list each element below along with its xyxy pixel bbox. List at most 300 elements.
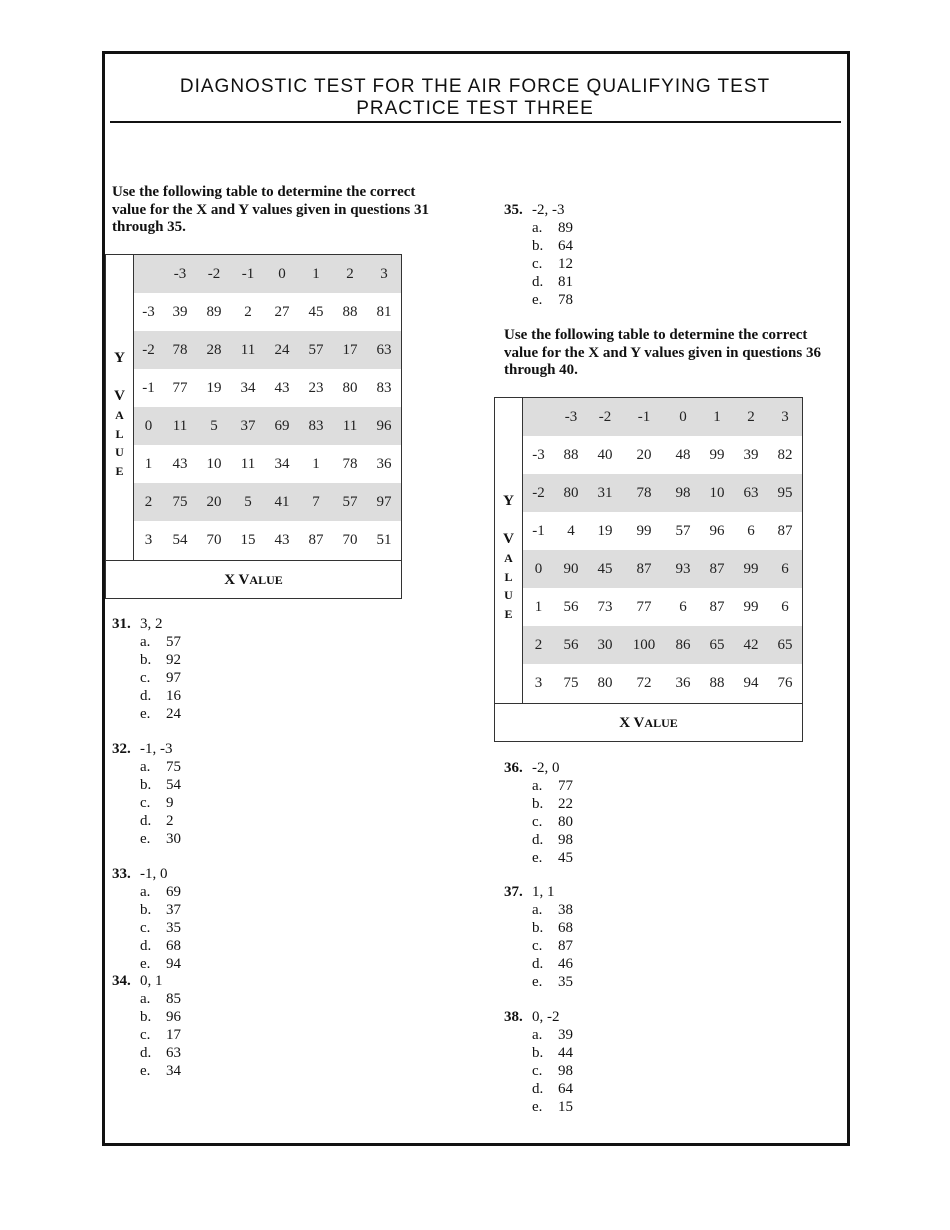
table-row xyxy=(134,407,401,445)
option-letter: a. xyxy=(532,778,543,794)
option-value: 30 xyxy=(166,831,181,847)
answer-option xyxy=(504,849,573,867)
question-coordinates: 0, -2 xyxy=(532,1009,560,1025)
option-letter: e. xyxy=(140,831,151,847)
value-cell: 34 xyxy=(240,379,256,396)
value-cell: 65 xyxy=(700,626,734,664)
y-header-cell: -2 xyxy=(134,331,163,369)
question-number: 32. xyxy=(112,741,131,757)
option-letter: b. xyxy=(532,238,544,254)
value-cell: 76 xyxy=(777,674,793,691)
x-header-row xyxy=(134,255,401,293)
option-value: 12 xyxy=(558,256,573,272)
question-stem xyxy=(112,615,181,633)
table-row xyxy=(134,293,401,331)
value-cell: 99 xyxy=(636,522,652,539)
option-value: 68 xyxy=(166,938,181,954)
value-cell: 57 xyxy=(299,331,333,369)
x-header-cell: -3 xyxy=(554,398,588,436)
table-row xyxy=(134,445,401,483)
value-cell: 88 xyxy=(563,446,579,463)
title-line-1: DIAGNOSTIC TEST FOR THE AIR FORCE QUALIFYING TEST xyxy=(179,76,771,97)
value-cell: 97 xyxy=(367,483,401,521)
question-stem xyxy=(112,740,181,758)
answer-option xyxy=(504,919,573,937)
option-letter: a. xyxy=(532,902,543,918)
table-row xyxy=(523,550,802,588)
answer-option xyxy=(504,1044,573,1062)
value-cell: 87 xyxy=(308,531,324,548)
answer-option xyxy=(504,255,573,273)
answer-option xyxy=(504,1026,573,1044)
y-header-cell: 1 xyxy=(144,455,153,472)
option-letter: a. xyxy=(532,220,543,236)
y-letter: V xyxy=(114,388,125,404)
option-value: 45 xyxy=(558,850,573,866)
value-cell: 43 xyxy=(172,455,188,472)
option-value: 98 xyxy=(558,832,573,848)
value-cell: 31 xyxy=(588,474,622,512)
question-32 xyxy=(112,740,181,848)
value-cell: 87 xyxy=(700,550,734,588)
y-value-label xyxy=(106,255,134,560)
x-header-cell: -2 xyxy=(588,398,622,436)
page-title xyxy=(110,76,840,120)
value-cell: 23 xyxy=(308,379,324,396)
answer-option xyxy=(112,990,181,1008)
y-header-cell: 3 xyxy=(534,674,543,691)
table-row xyxy=(523,474,802,512)
option-letter: c. xyxy=(532,938,543,954)
option-letter: b. xyxy=(140,902,152,918)
value-cell: 69 xyxy=(265,407,299,445)
value-table-a xyxy=(105,254,402,599)
title-line-2: PRACTICE TEST THREE xyxy=(356,98,594,119)
y-header-cell: -1 xyxy=(532,522,545,539)
question-number: 36. xyxy=(504,760,523,776)
y-letter: Y xyxy=(503,493,514,509)
value-cell: 45 xyxy=(588,550,622,588)
value-cell: 96 xyxy=(709,522,725,539)
option-value: 85 xyxy=(166,991,181,1007)
value-cell: 82 xyxy=(777,446,793,463)
value-cell: 88 xyxy=(709,674,725,691)
option-value: 15 xyxy=(558,1099,573,1115)
option-value: 75 xyxy=(166,759,181,775)
value-cell: 36 xyxy=(675,674,691,691)
question-number: 38. xyxy=(504,1009,523,1025)
value-cell: 7 xyxy=(299,483,333,521)
value-cell: 6 xyxy=(679,598,687,615)
answer-option xyxy=(112,830,181,848)
question-stem xyxy=(504,1008,573,1026)
answer-option xyxy=(112,1062,181,1080)
value-cell: 75 xyxy=(563,674,579,691)
answer-option xyxy=(504,1098,573,1116)
value-cell: 87 xyxy=(709,598,725,615)
option-letter: c. xyxy=(532,1063,543,1079)
value-cell: 2 xyxy=(244,303,252,320)
value-cell: 80 xyxy=(342,379,358,396)
option-letter: e. xyxy=(532,850,543,866)
value-cell: 87 xyxy=(622,550,666,588)
value-cell: 20 xyxy=(197,483,231,521)
option-value: 81 xyxy=(558,274,573,290)
x-header-cell: -1 xyxy=(622,398,666,436)
value-cell: 57 xyxy=(333,483,367,521)
x-label-initial: X V xyxy=(224,572,250,588)
value-cell: 81 xyxy=(376,303,392,320)
option-value: 9 xyxy=(166,795,174,811)
answer-option xyxy=(112,705,181,723)
y-letter: E xyxy=(504,607,513,621)
value-cell: 11 xyxy=(240,455,256,472)
value-cell: 70 xyxy=(342,531,358,548)
option-value: 69 xyxy=(166,884,181,900)
y-header-cell: 0 xyxy=(134,407,163,445)
value-cell: 90 xyxy=(554,550,588,588)
option-letter: b. xyxy=(532,920,544,936)
value-cell: 6 xyxy=(747,522,755,539)
option-letter: b. xyxy=(532,1045,544,1061)
x-value-label xyxy=(495,703,802,742)
question-coordinates: 1, 1 xyxy=(532,884,555,900)
option-letter: e. xyxy=(140,706,151,722)
question-coordinates: 0, 1 xyxy=(140,973,163,989)
value-cell: 78 xyxy=(342,455,358,472)
value-grid xyxy=(523,398,802,702)
option-value: 37 xyxy=(166,902,181,918)
header-divider xyxy=(110,121,841,123)
answer-option xyxy=(504,901,573,919)
x-value-label xyxy=(106,560,401,599)
value-cell: 24 xyxy=(265,331,299,369)
option-letter: c. xyxy=(140,795,151,811)
answer-option xyxy=(504,831,573,849)
option-value: 98 xyxy=(558,1063,573,1079)
value-cell: 42 xyxy=(734,626,768,664)
value-cell: 65 xyxy=(768,626,802,664)
value-cell: 11 xyxy=(231,331,265,369)
answer-option xyxy=(112,901,181,919)
y-letter: L xyxy=(504,570,513,584)
value-cell: 39 xyxy=(172,303,188,320)
value-cell: 95 xyxy=(768,474,802,512)
option-letter: e. xyxy=(532,292,543,308)
value-cell: 83 xyxy=(299,407,333,445)
answer-option xyxy=(504,219,573,237)
x-label-rest: ALUE xyxy=(249,573,283,587)
question-number: 34. xyxy=(112,973,131,989)
value-cell: 98 xyxy=(666,474,700,512)
x-header-cell: -3 xyxy=(163,255,197,293)
x-header-cell: 1 xyxy=(299,255,333,293)
value-cell: 34 xyxy=(274,455,290,472)
value-cell: 10 xyxy=(700,474,734,512)
option-letter: e. xyxy=(140,1063,151,1079)
table-row xyxy=(523,588,802,626)
y-header-cell: 1 xyxy=(534,598,543,615)
option-value: 16 xyxy=(166,688,181,704)
question-stem xyxy=(504,759,573,777)
value-cell: 99 xyxy=(709,446,725,463)
x-header-cell: -2 xyxy=(197,255,231,293)
y-letter: A xyxy=(115,408,124,422)
option-value: 54 xyxy=(166,777,181,793)
option-letter: a. xyxy=(532,1027,543,1043)
x-header-cell: -1 xyxy=(231,255,265,293)
answer-option xyxy=(112,776,181,794)
value-cell: 72 xyxy=(636,674,652,691)
answer-option xyxy=(504,795,573,813)
option-value: 24 xyxy=(166,706,181,722)
value-cell: 54 xyxy=(172,531,188,548)
option-letter: b. xyxy=(140,652,152,668)
option-value: 80 xyxy=(558,814,573,830)
option-value: 63 xyxy=(166,1045,181,1061)
x-header-cell: 0 xyxy=(666,398,700,436)
question-37 xyxy=(504,883,573,991)
table-row xyxy=(134,483,401,521)
value-cell: 10 xyxy=(206,455,222,472)
answer-option xyxy=(112,955,181,973)
option-value: 64 xyxy=(558,1081,573,1097)
value-cell: 87 xyxy=(777,522,793,539)
option-value: 68 xyxy=(558,920,573,936)
table-row xyxy=(523,436,802,474)
y-letter: E xyxy=(115,464,124,478)
answer-option xyxy=(112,919,181,937)
table-row xyxy=(523,626,802,664)
option-letter: d. xyxy=(140,813,152,829)
option-value: 38 xyxy=(558,902,573,918)
option-value: 94 xyxy=(166,956,181,972)
option-value: 46 xyxy=(558,956,573,972)
value-cell: 99 xyxy=(734,550,768,588)
value-cell: 70 xyxy=(206,531,222,548)
x-header-cell: 2 xyxy=(734,398,768,436)
option-value: 44 xyxy=(558,1045,573,1061)
answer-option xyxy=(112,883,181,901)
y-header-cell: -3 xyxy=(142,303,155,320)
value-cell: 80 xyxy=(554,474,588,512)
y-letter: U xyxy=(504,588,513,602)
option-letter: d. xyxy=(140,938,152,954)
question-stem xyxy=(504,883,573,901)
option-letter: b. xyxy=(140,777,152,793)
option-letter: e. xyxy=(532,974,543,990)
answer-option xyxy=(112,1044,181,1062)
value-cell: 100 xyxy=(622,626,666,664)
answer-option xyxy=(112,1026,181,1044)
value-cell: 5 xyxy=(197,407,231,445)
value-cell: 17 xyxy=(333,331,367,369)
question-36 xyxy=(504,759,573,867)
option-letter: d. xyxy=(532,1081,544,1097)
option-value: 22 xyxy=(558,796,573,812)
option-value: 17 xyxy=(166,1027,181,1043)
option-letter: c. xyxy=(532,814,543,830)
answer-option xyxy=(504,273,573,291)
value-cell: 19 xyxy=(206,379,222,396)
option-letter: e. xyxy=(140,956,151,972)
answer-option xyxy=(112,687,181,705)
option-letter: b. xyxy=(140,1009,152,1025)
answer-option xyxy=(504,777,573,795)
y-letter: U xyxy=(115,445,124,459)
x-label-initial: X V xyxy=(619,715,645,731)
value-cell: 99 xyxy=(743,598,759,615)
answer-option xyxy=(504,955,573,973)
question-stem xyxy=(112,865,181,883)
answer-option xyxy=(112,812,181,830)
question-34 xyxy=(112,972,181,1080)
table-row xyxy=(523,512,802,550)
corner-cell xyxy=(134,255,163,293)
value-cell: 63 xyxy=(734,474,768,512)
table-row xyxy=(134,369,401,407)
y-header-cell: -2 xyxy=(523,474,554,512)
option-value: 39 xyxy=(558,1027,573,1043)
value-cell: 96 xyxy=(367,407,401,445)
x-header-cell: 0 xyxy=(265,255,299,293)
value-cell: 4 xyxy=(567,522,575,539)
value-cell: 77 xyxy=(636,598,652,615)
value-cell: 27 xyxy=(274,303,290,320)
option-letter: a. xyxy=(140,759,151,775)
option-letter: d. xyxy=(140,688,152,704)
option-value: 77 xyxy=(558,778,573,794)
question-coordinates: -2, -3 xyxy=(532,202,565,218)
option-letter: e. xyxy=(532,1099,543,1115)
value-grid xyxy=(134,255,401,559)
question-coordinates: -1, -3 xyxy=(140,741,173,757)
value-cell: 40 xyxy=(597,446,613,463)
answer-option xyxy=(504,813,573,831)
y-header-cell: 2 xyxy=(134,483,163,521)
y-letter: A xyxy=(504,551,513,565)
value-cell: 51 xyxy=(376,531,392,548)
value-cell: 86 xyxy=(666,626,700,664)
option-letter: a. xyxy=(140,884,151,900)
value-cell: 1 xyxy=(312,455,320,472)
table-row xyxy=(134,521,401,559)
value-cell: 11 xyxy=(163,407,197,445)
y-letter: L xyxy=(115,427,124,441)
value-cell: 30 xyxy=(588,626,622,664)
value-cell: 57 xyxy=(675,522,691,539)
question-coordinates: -2, 0 xyxy=(532,760,560,776)
option-letter: d. xyxy=(532,832,544,848)
answer-option xyxy=(504,973,573,991)
answer-option xyxy=(504,291,573,309)
value-cell: 73 xyxy=(597,598,613,615)
value-cell: 89 xyxy=(206,303,222,320)
option-letter: a. xyxy=(140,634,151,650)
y-header-cell: 2 xyxy=(523,626,554,664)
option-letter: c. xyxy=(140,1027,151,1043)
value-cell: 45 xyxy=(308,303,324,320)
value-cell: 11 xyxy=(333,407,367,445)
answer-option xyxy=(112,651,181,669)
option-letter: d. xyxy=(532,956,544,972)
option-value: 35 xyxy=(558,974,573,990)
option-letter: d. xyxy=(140,1045,152,1061)
option-value: 64 xyxy=(558,238,573,254)
value-cell: 43 xyxy=(274,379,290,396)
option-letter: c. xyxy=(140,920,151,936)
value-cell: 43 xyxy=(274,531,290,548)
answer-option xyxy=(504,937,573,955)
instructions-table-a: Use the following table to determine the correct value for the X and Y values given in questions 31 through 35. xyxy=(112,184,429,235)
value-cell: 20 xyxy=(636,446,652,463)
y-header-cell: 0 xyxy=(523,550,554,588)
question-number: 33. xyxy=(112,866,131,882)
question-33 xyxy=(112,865,181,973)
value-cell: 48 xyxy=(675,446,691,463)
question-number: 35. xyxy=(504,202,523,218)
y-value-label xyxy=(495,398,523,703)
option-value: 97 xyxy=(166,670,181,686)
answer-option xyxy=(112,633,181,651)
value-cell: 78 xyxy=(163,331,197,369)
corner-cell xyxy=(523,398,554,436)
answer-option xyxy=(112,1008,181,1026)
instructions-table-b: Use the following table to determine the correct value for the X and Y values given in questions 36 through 40. xyxy=(504,327,821,378)
x-header-cell: 1 xyxy=(700,398,734,436)
option-value: 92 xyxy=(166,652,181,668)
value-cell: 19 xyxy=(597,522,613,539)
value-cell: 56 xyxy=(563,598,579,615)
y-header-cell: 3 xyxy=(144,531,153,548)
answer-option xyxy=(112,794,181,812)
value-cell: 88 xyxy=(342,303,358,320)
answer-option xyxy=(504,237,573,255)
question-stem xyxy=(504,201,573,219)
y-header-cell: -1 xyxy=(142,379,155,396)
x-header-cell: 2 xyxy=(333,255,367,293)
option-value: 87 xyxy=(558,938,573,954)
question-coordinates: -1, 0 xyxy=(140,866,168,882)
value-cell: 39 xyxy=(743,446,759,463)
value-cell: 6 xyxy=(781,598,789,615)
value-cell: 5 xyxy=(231,483,265,521)
option-letter: a. xyxy=(140,991,151,1007)
value-cell: 75 xyxy=(163,483,197,521)
value-cell: 63 xyxy=(367,331,401,369)
answer-option xyxy=(112,937,181,955)
value-cell: 56 xyxy=(554,626,588,664)
question-31 xyxy=(112,615,181,723)
value-cell: 6 xyxy=(768,550,802,588)
table-row xyxy=(134,331,401,369)
answer-option xyxy=(504,1080,573,1098)
x-label-rest: ALUE xyxy=(644,716,678,730)
y-letter: V xyxy=(503,531,514,547)
question-coordinates: 3, 2 xyxy=(140,616,163,632)
y-letter: Y xyxy=(114,350,125,366)
answer-option xyxy=(112,669,181,687)
option-letter: c. xyxy=(140,670,151,686)
option-letter: c. xyxy=(532,256,543,272)
value-cell: 77 xyxy=(172,379,188,396)
value-cell: 28 xyxy=(197,331,231,369)
question-35 xyxy=(504,201,573,309)
value-cell: 80 xyxy=(597,674,613,691)
question-stem xyxy=(112,972,181,990)
option-value: 34 xyxy=(166,1063,181,1079)
value-cell: 93 xyxy=(666,550,700,588)
